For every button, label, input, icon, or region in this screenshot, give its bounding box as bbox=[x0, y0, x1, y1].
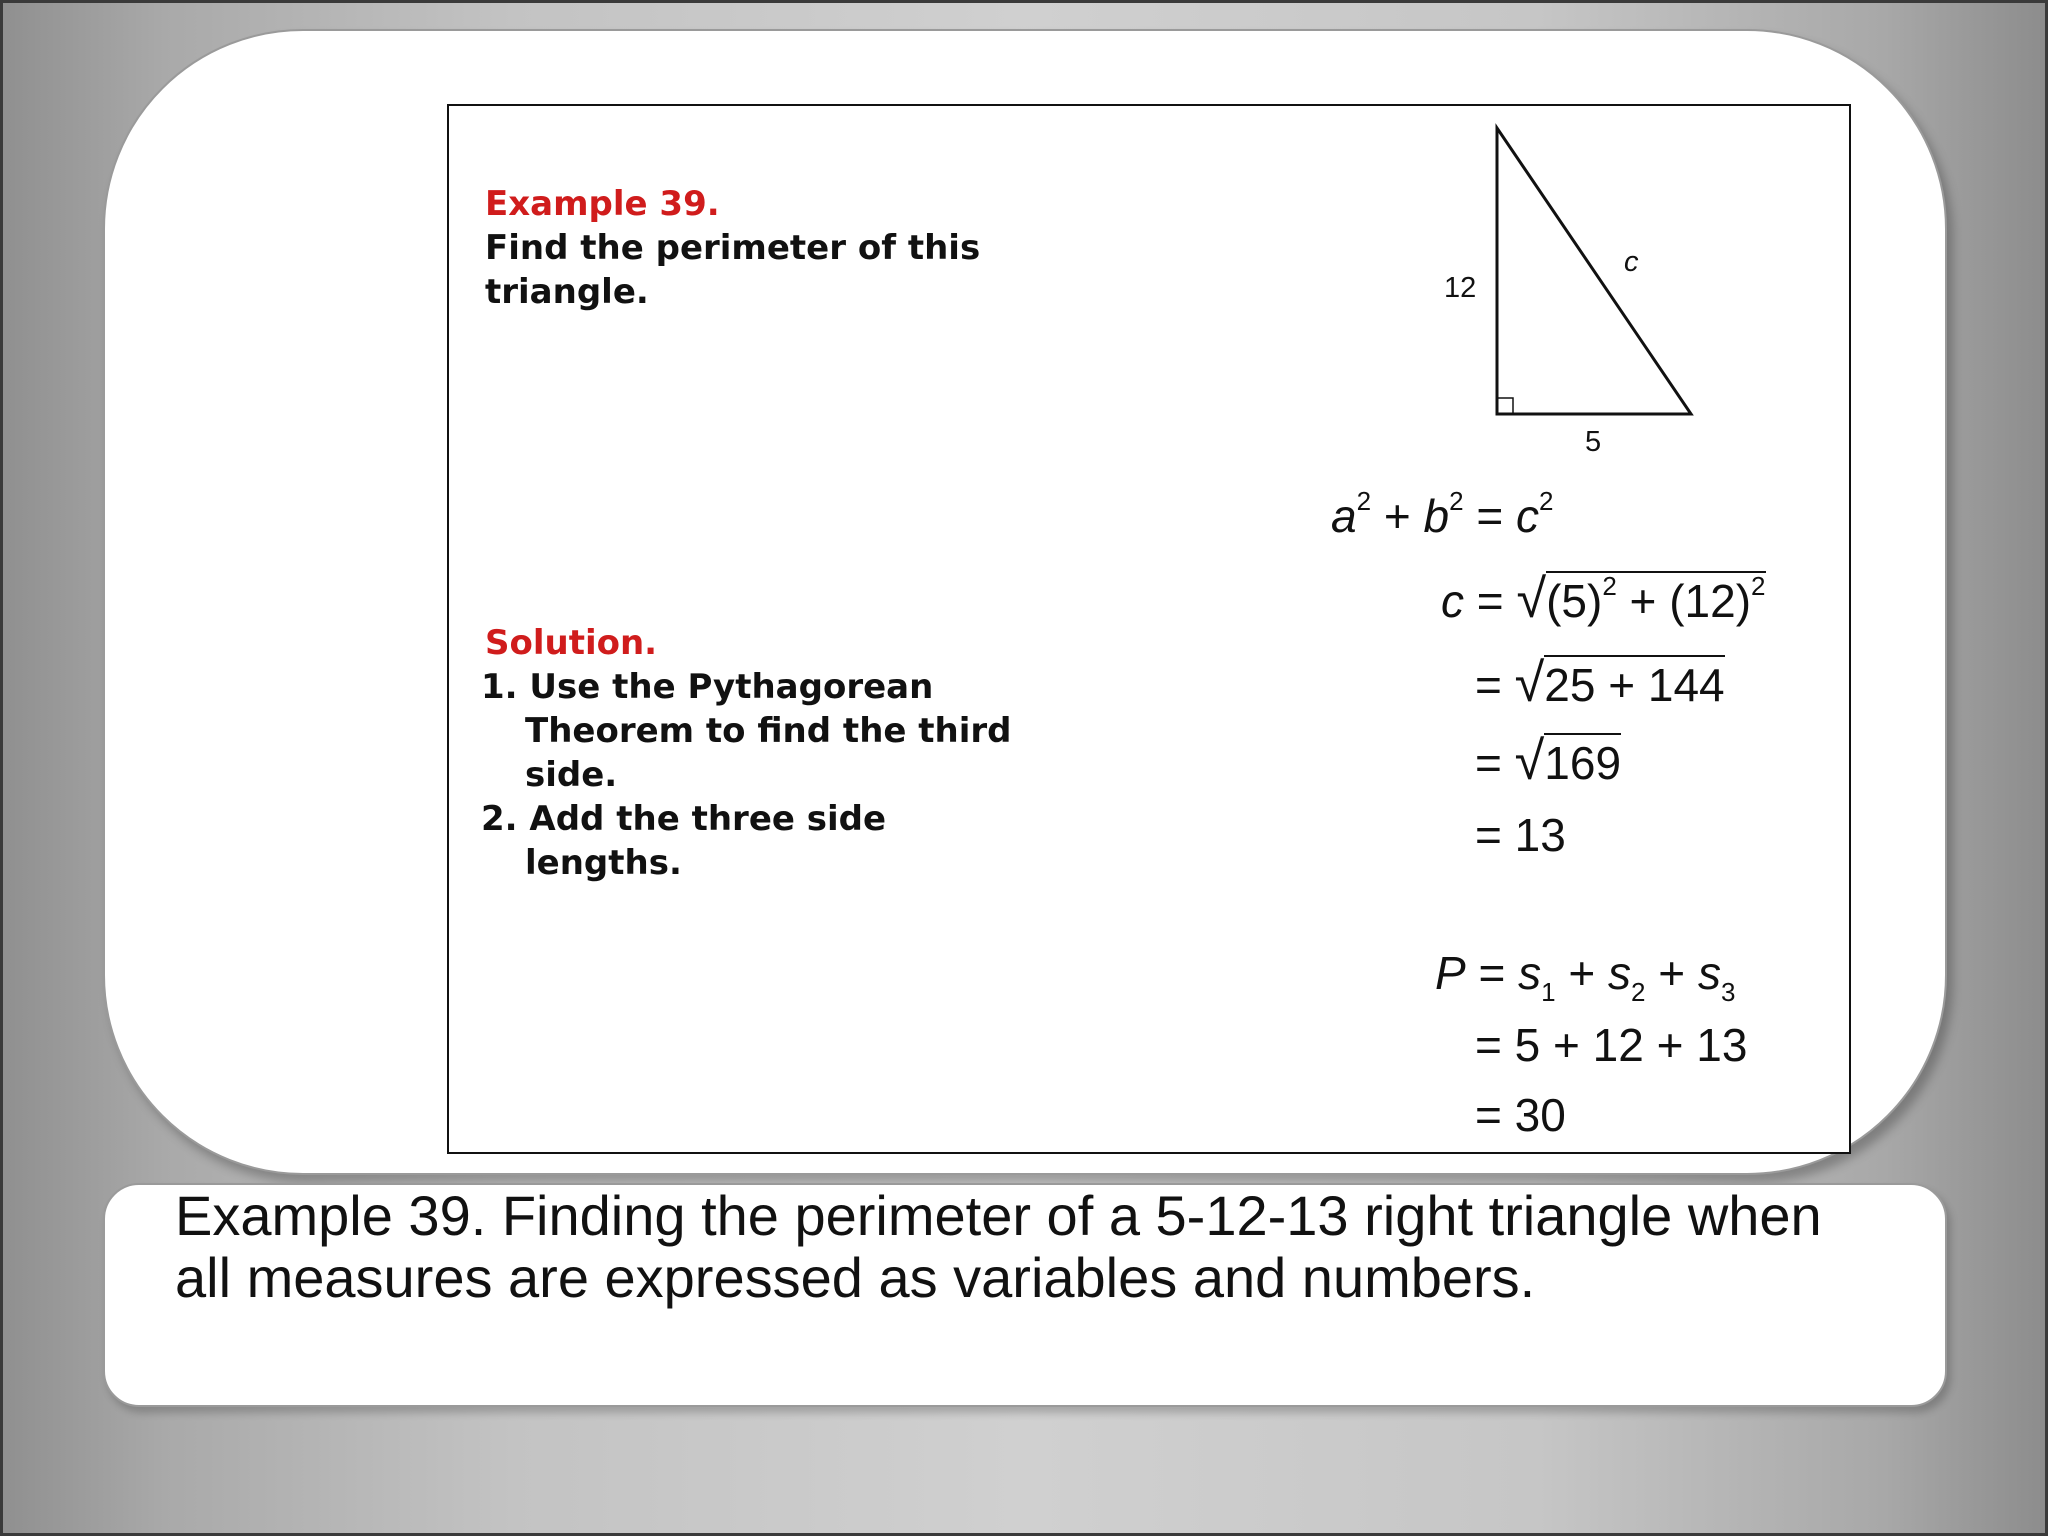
perimeter-formula: $P = s_1 + s_2 + s_3$ bbox=[1435, 947, 1736, 1007]
caption-line-2: all measures are expressed as variables and numbers. bbox=[175, 1246, 1536, 1309]
label-hypotenuse-c: c bbox=[1624, 246, 1639, 278]
equation-c-sqrt: $c = √(5)^2 + (12)^2$ bbox=[1441, 569, 1766, 629]
label-side-5: 5 bbox=[1585, 426, 1602, 458]
triangle-shape bbox=[1497, 128, 1691, 414]
equation-sqrt-sum: = √25 + 144 bbox=[1475, 653, 1725, 713]
right-triangle-diagram bbox=[449, 106, 1849, 506]
pythagorean-equation: $a^2 + b^2 = c^2$ bbox=[1331, 486, 1554, 542]
slide-panel bbox=[103, 29, 1947, 1175]
step-1-line-1: 1. Use the Pythagorean bbox=[481, 667, 934, 707]
solution-title: Solution. bbox=[485, 623, 658, 663]
step-1-line-3: side. bbox=[525, 755, 618, 795]
slide-content bbox=[447, 104, 1851, 1154]
equation-sqrt-169: = √169 bbox=[1475, 731, 1622, 791]
right-angle-marker bbox=[1497, 398, 1513, 414]
step-1-line-2: Theorem to find the third bbox=[525, 711, 1012, 751]
perimeter-sum: = 5 + 12 + 13 bbox=[1475, 1019, 1748, 1071]
caption-panel bbox=[103, 1183, 1947, 1407]
problem-line-1: Find the perimeter of this bbox=[485, 228, 981, 268]
example-title: Example 39. bbox=[485, 184, 720, 224]
perimeter-result: = 30 bbox=[1475, 1089, 1566, 1141]
caption-text bbox=[175, 1185, 1895, 1309]
step-2-line-2: lengths. bbox=[525, 843, 682, 883]
equation-result-13: = 13 bbox=[1475, 809, 1566, 861]
label-side-12: 12 bbox=[1444, 272, 1477, 304]
caption-line-1: Example 39. Finding the perimeter of a 5-12-13 right triangle when bbox=[175, 1184, 1822, 1247]
problem-line-2: triangle. bbox=[485, 272, 649, 312]
step-2-line-1: 2. Add the three side bbox=[481, 799, 887, 839]
